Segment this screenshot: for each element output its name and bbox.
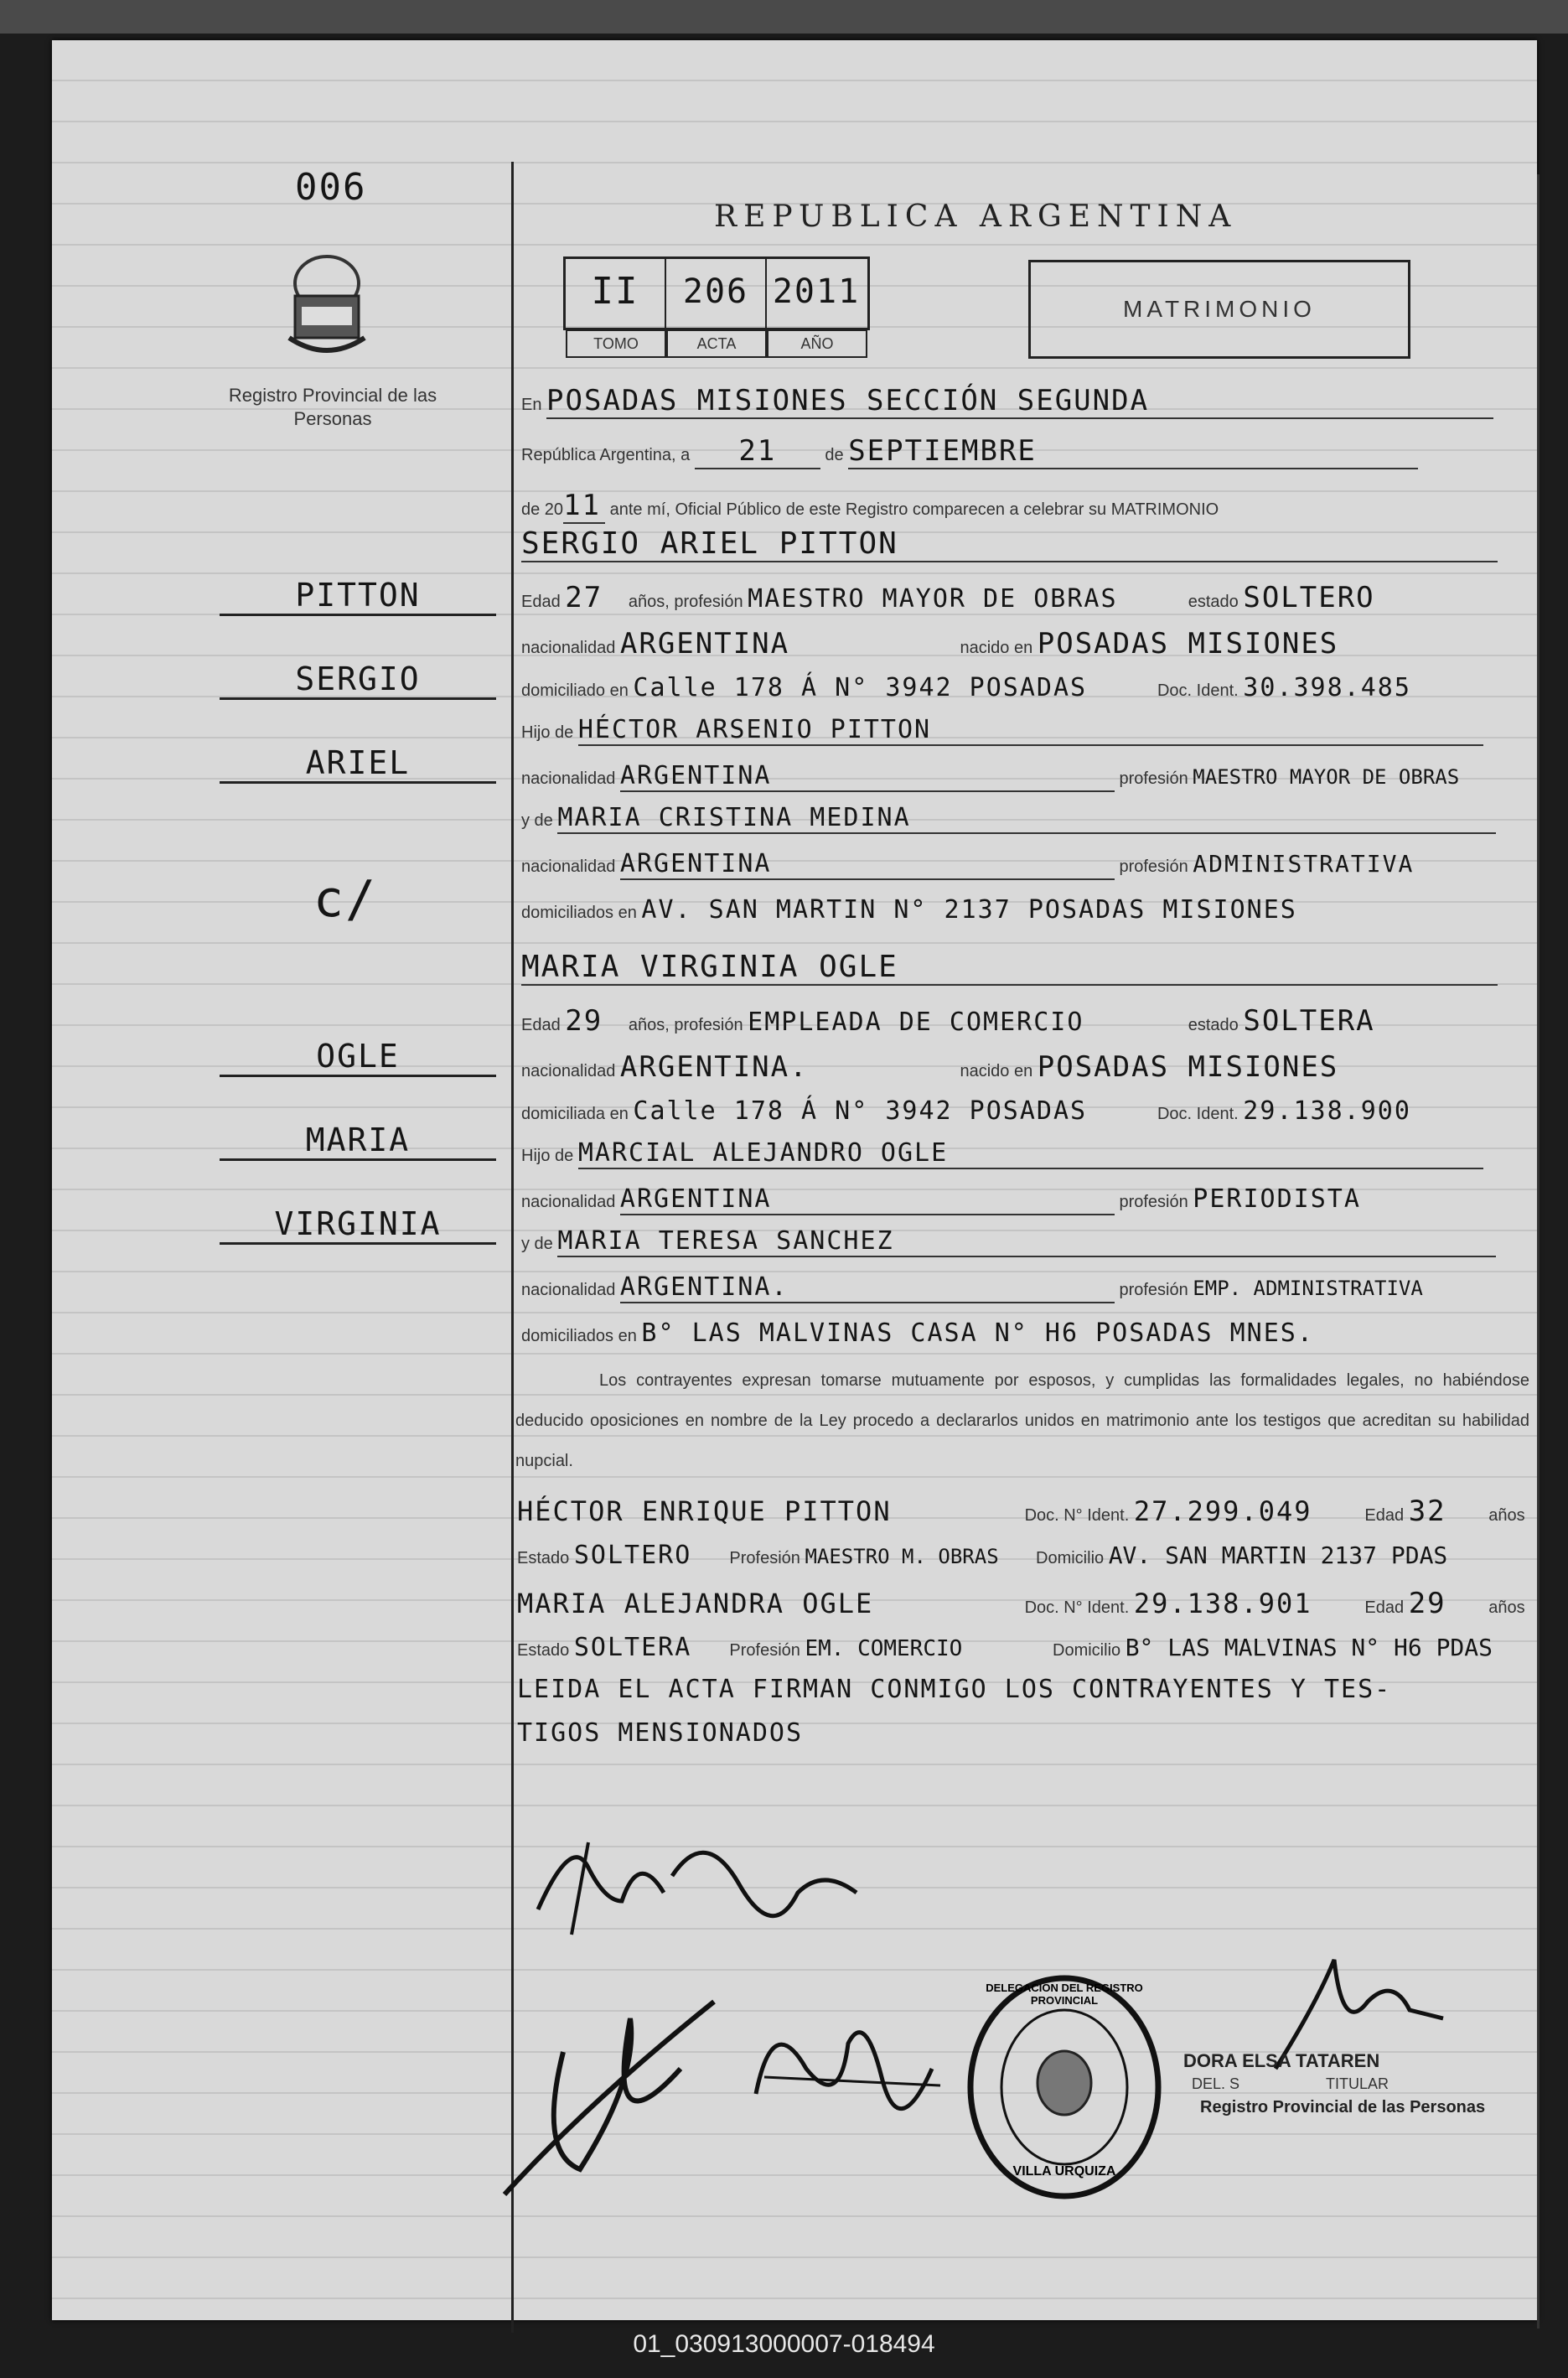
acta-value: 206 (666, 259, 767, 328)
nacido-label: nacido en (960, 639, 1033, 657)
bride-status: SOLTERA (1243, 1004, 1375, 1038)
footer-id: 01_030913000007-018494 (633, 2330, 935, 2358)
bride-nat-row (521, 1050, 1338, 1084)
witness-1-row-2 (517, 1541, 1447, 1570)
bride-profession: EMPLEADA DE COMERCIO (748, 1008, 1084, 1037)
tomo-value: II (566, 259, 666, 328)
witness-2-status: SOLTERA (573, 1633, 692, 1662)
edad-label: Edad (1364, 1598, 1405, 1617)
stamp-town: VILLA URQUIZA (1012, 2164, 1116, 2179)
bride-nationality: ARGENTINA. (619, 1050, 809, 1084)
y-de-label: y de (521, 811, 553, 830)
groom-name-row (521, 526, 1498, 562)
anos-label: años (1488, 1506, 1525, 1525)
groom-parents-address: AV. SAN MARTIN N° 2137 POSADAS MISIONES (641, 895, 1297, 925)
officer-name: DORA ELSA TATAREN (1183, 2050, 1380, 2071)
intro-date-row (521, 434, 1418, 469)
bride-father-nat: ARGENTINA (620, 1184, 1115, 1215)
domiciliada-label: domiciliada en (521, 1105, 629, 1123)
bride-father-row (521, 1138, 1483, 1169)
groom-status: SOLTERO (1243, 581, 1375, 614)
place-value: POSADAS MISIONES SECCIÓN SEGUNDA (546, 384, 1493, 419)
nacionalidad-label: nacionalidad (521, 1281, 616, 1299)
edad-label: Edad (1364, 1506, 1405, 1525)
groom-mother-nat: ARGENTINA (620, 849, 1115, 880)
officer-title: TITULAR (1326, 2075, 1389, 2092)
anos-label: años (1488, 1598, 1525, 1617)
witness-1-status: SOLTERO (573, 1541, 692, 1570)
profesion-label: Profesión (729, 1549, 800, 1567)
doc-label: Doc. Ident. (1157, 1105, 1239, 1123)
groom-father-prof: MAESTRO MAYOR DE OBRAS (1193, 765, 1460, 789)
groom-mother: MARIA CRISTINA MEDINA (557, 803, 1496, 834)
doc-label: Doc. N° Ident. (1024, 1598, 1130, 1617)
groom-mother-nat-row (521, 849, 1414, 880)
side-bride-surname: OGLE (220, 1038, 496, 1077)
anio-value: 2011 (772, 272, 861, 311)
witness-1-address: AV. SAN MARTIN 2137 PDAS (1108, 1541, 1448, 1569)
bride-father-prof: PERIODISTA (1193, 1184, 1361, 1214)
profesion-label: años, profesión (628, 1016, 743, 1034)
register-page (52, 40, 1537, 2320)
profesion-label: años, profesión (628, 593, 743, 611)
witness-1-doc: 27.299.049 (1133, 1495, 1312, 1527)
declaration-text: Los contrayentes expresan tomarse mutuamente por esposos, y cumplidas las formalidades legales, no habiéndose deducido oposiciones en nombre de la Ley procedo a declararlos unidos en matrimonio ante los testigos que acreditan su habilidad nupcial. (515, 1371, 1529, 1470)
groom-nationality: ARGENTINA (619, 627, 790, 661)
bride-parents-address: B° LAS MALVINAS CASA N° H6 POSADAS MNES. (641, 1319, 1314, 1348)
groom-mother-prof: ADMINISTRATIVA (1193, 850, 1415, 878)
edad-label: Edad (521, 593, 561, 611)
year-suffix: 11 (563, 489, 605, 524)
groom-nat-row (521, 627, 1338, 661)
registry-label: Registro Provincial de las Personas (228, 385, 437, 429)
groom-age-row (521, 581, 1375, 614)
nacionalidad-label: nacionalidad (521, 769, 616, 788)
nacionalidad-label: nacionalidad (521, 1062, 616, 1080)
estado-label: estado (1188, 593, 1239, 611)
right-margin-line (1537, 174, 1540, 2329)
page-number: 006 (295, 166, 367, 209)
domicilio-label: Domicilio (1053, 1641, 1121, 1660)
groom-age: 27 (565, 581, 603, 614)
anio-label: AÑO (767, 329, 867, 358)
groom-birthplace: POSADAS MISIONES (1037, 627, 1339, 661)
signature-3 (739, 1993, 957, 2127)
witness-1-age: 32 (1408, 1495, 1446, 1528)
day-value: 21 (695, 434, 820, 469)
witness-2-age: 29 (1408, 1587, 1446, 1620)
en-label: En (521, 396, 542, 414)
witness-2-row-2 (517, 1633, 1493, 1662)
domiciliados-label: domiciliados en (521, 904, 637, 922)
officer-line: DEL. S (1192, 2075, 1240, 2092)
officer-registry: Registro Provincial de las Personas (1200, 2098, 1486, 2116)
domicilio-label: Domicilio (1036, 1549, 1105, 1567)
signature-2 (488, 1951, 739, 2203)
book-top-edge (0, 0, 1568, 34)
month-value: SEPTIEMBRE (848, 434, 1418, 469)
side-groom-second: ARIEL (220, 744, 496, 784)
groom-father-row (521, 715, 1483, 746)
groom-father: HÉCTOR ARSENIO PITTON (578, 715, 1483, 746)
bride-address: Calle 178 Á N° 3942 POSADAS (633, 1096, 1088, 1126)
bride-mother: MARIA TERESA SANCHEZ (557, 1226, 1496, 1257)
witness-1-name: HÉCTOR ENRIQUE PITTON (517, 1495, 892, 1527)
act-type-box: MATRIMONIO (1028, 260, 1410, 359)
bride-doc: 29.138.900 (1243, 1096, 1411, 1126)
nacionalidad-label: nacionalidad (521, 639, 616, 657)
groom-parents-address-row (521, 895, 1297, 925)
nacido-label: nacido en (960, 1062, 1033, 1080)
witness-2-profession: EM. COMERCIO (805, 1636, 963, 1661)
profesion-label: profesión (1119, 1193, 1188, 1211)
groom-address: Calle 178 Á N° 3942 POSADAS (633, 673, 1088, 702)
bride-full-name: MARIA VIRGINIA OGLE (521, 950, 1498, 986)
bride-mother-row (521, 1226, 1496, 1257)
profesion-label: Profesión (729, 1641, 800, 1660)
bride-mother-nat: ARGENTINA. (620, 1272, 1115, 1303)
hijo-de-label: Hijo de (521, 1147, 574, 1165)
statement-text: ante mí, Oficial Público de este Registro comparecen a celebrar su MATRIMONIO (609, 500, 1219, 519)
bride-parents-address-row (521, 1319, 1314, 1348)
acta-label: ACTA (666, 329, 767, 358)
groom-father-nat: ARGENTINA (620, 761, 1115, 792)
witness-1-row-1 (517, 1495, 1525, 1528)
official-stamp (964, 1970, 1165, 2204)
estado-label: Estado (517, 1549, 570, 1567)
stamp-ring-text: DELEGACION DEL REGISTRO PROVINCIAL (986, 1982, 1143, 2007)
profesion-label: profesión (1119, 769, 1188, 788)
profesion-label: profesión (1119, 1281, 1188, 1299)
witness-1-profession: MAESTRO M. OBRAS (805, 1545, 999, 1568)
bride-father: MARCIAL ALEJANDRO OGLE (578, 1138, 1483, 1169)
bride-father-nat-row (521, 1184, 1361, 1215)
domiciliado-label: domiciliado en (521, 681, 629, 700)
bride-address-row (521, 1096, 1411, 1126)
edad-label: Edad (521, 1016, 561, 1034)
bride-age: 29 (565, 1004, 603, 1038)
registry-seal-icon (277, 250, 377, 367)
tomo-acta-ano-box (563, 256, 870, 352)
groom-mother-row (521, 803, 1496, 834)
hijo-de-label: Hijo de (521, 723, 574, 742)
side-groom-first: SERGIO (220, 661, 496, 700)
estado-label: Estado (517, 1641, 570, 1660)
nacionalidad-label: nacionalidad (521, 1193, 616, 1211)
side-groom-surname: PITTON (220, 577, 496, 616)
signature-1 (521, 1817, 898, 1951)
de-label: de (825, 446, 844, 464)
side-connector: c/ (313, 870, 378, 929)
profesion-label: profesión (1119, 857, 1188, 876)
bride-name-row (521, 950, 1498, 986)
groom-address-row (521, 673, 1411, 702)
witness-2-address: B° LAS MALVINAS N° H6 PDAS (1125, 1634, 1493, 1661)
bride-age-row (521, 1004, 1375, 1038)
country-title: REPUBLICA ARGENTINA (714, 199, 1238, 234)
groom-profession: MAESTRO MAYOR DE OBRAS (748, 584, 1118, 614)
intro-place-row (521, 384, 1493, 419)
witness-2-name: MARIA ALEJANDRA OGLE (517, 1588, 874, 1619)
groom-father-nat-row (521, 761, 1459, 792)
estado-label: estado (1188, 1016, 1239, 1034)
de20-label: de 20 (521, 500, 564, 519)
intro-statement-row (521, 489, 1219, 524)
witness-2-row-1 (517, 1587, 1525, 1620)
y-de-label: y de (521, 1235, 553, 1253)
bride-mother-prof: EMP. ADMINISTRATIVA (1193, 1277, 1423, 1300)
bride-mother-nat-row (521, 1272, 1423, 1303)
witness-2-doc: 29.138.901 (1133, 1588, 1312, 1619)
groom-doc: 30.398.485 (1243, 673, 1411, 702)
tomo-label: TOMO (566, 329, 666, 358)
doc-label: Doc. Ident. (1157, 681, 1239, 700)
closing-line-1: LEIDA EL ACTA FIRMAN CONMIGO LOS CONTRAYENTES Y TES- (517, 1675, 1392, 1704)
doc-label: Doc. N° Ident. (1024, 1506, 1130, 1525)
side-bride-first: MARIA (220, 1122, 496, 1161)
republica-label: República Argentina, a (521, 446, 691, 464)
nacionalidad-label: nacionalidad (521, 857, 616, 876)
groom-full-name: SERGIO ARIEL PITTON (521, 526, 1498, 562)
domiciliados-label: domiciliados en (521, 1327, 637, 1345)
closing-line-2: TIGOS MENSIONADOS (517, 1718, 804, 1748)
side-bride-second: VIRGINIA (220, 1205, 496, 1245)
bride-birthplace: POSADAS MISIONES (1037, 1050, 1339, 1084)
